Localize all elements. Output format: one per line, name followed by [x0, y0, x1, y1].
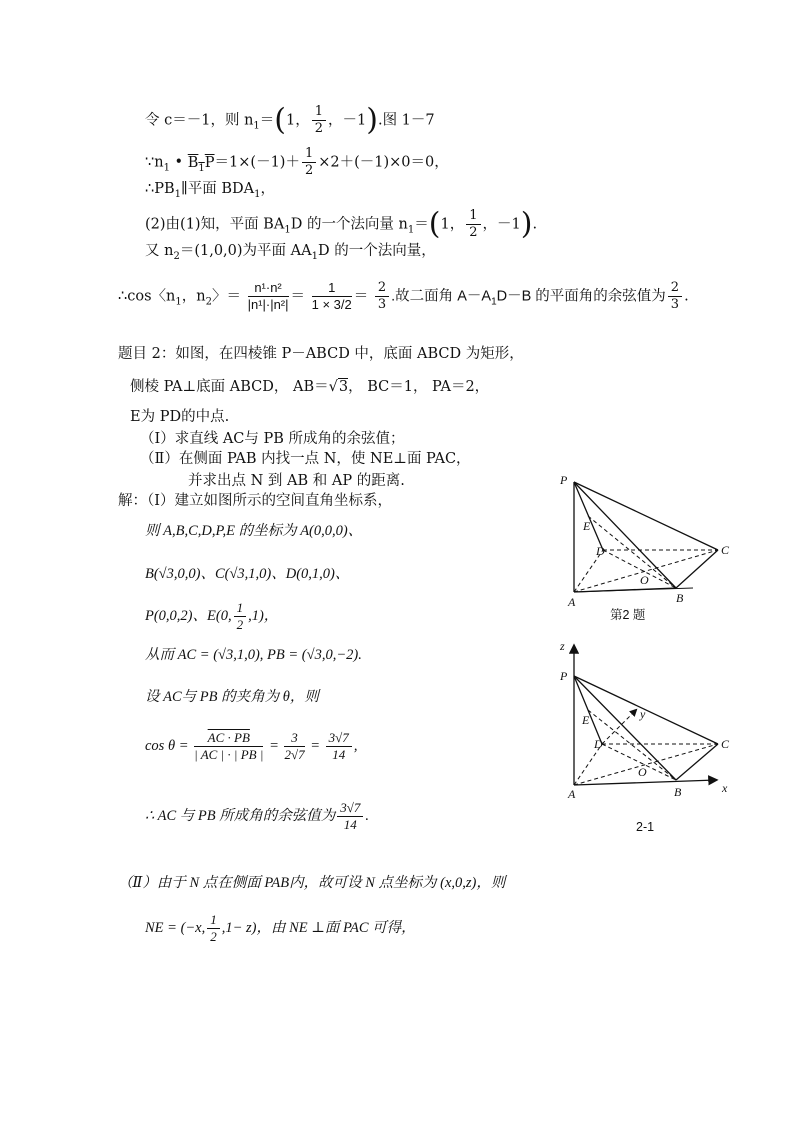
line-4: (2)由(1)知，平面 $BA_1D$ 的一个法向量 $n_1=(1$， $\frac{1}{2}$ ，－1).	[145, 206, 538, 242]
q2-heading: 题目 2：如图，在四棱锥 P－ABCD 中，底面 ABCD 为矩形，	[118, 346, 524, 362]
line-2: $\because n_1$ • $B_1P=1\times(-1)+$ $\frac{1}{2}$ ×2＋(－1)×0＝0，	[145, 146, 449, 178]
q2-line3: E为 PD的中点.	[130, 409, 230, 425]
angle-line: 设 AC与 PB 的夹角为 θ，则	[145, 689, 319, 705]
figure-2-caption: 2-1	[636, 820, 655, 834]
label-E-2: E	[582, 713, 590, 727]
q2-line2: 侧棱 PA⊥底面 ABCD， AB＝√3， BC＝1， PA＝2，	[130, 379, 490, 395]
line-1: 令 c＝－1，则 $n_1=(1$， $\frac{1}{2}$ ，－1).图 1－7	[145, 102, 435, 138]
label-B-2: B	[674, 785, 682, 799]
label-x: x	[722, 781, 728, 795]
vector-line: 从而 AC = (√3,1,0), PB = (√3,0,−2).	[145, 647, 362, 663]
label-O: O	[640, 573, 649, 587]
line-5: 又 $n_2=(1,0,0)$为平面 $AA_1D$ 的一个法向量，	[145, 243, 436, 262]
label-D-2: D	[594, 737, 603, 751]
q2-part-ii-2: 并求出点 N 到 AB 和 AP 的距离.	[188, 473, 405, 489]
label-C-2: C	[721, 737, 730, 751]
result-line: ∴ AC 与 PB 所成角的余弦值为 $\frac{3√7}{14}$ .	[145, 800, 369, 832]
fraction-half: $\frac{1}{2}$	[312, 104, 326, 137]
pyramid-figure-1	[558, 470, 738, 610]
pyramid-figure-2	[556, 640, 746, 800]
coord-line-2: B(√3,0,0)、C(√3,1,0)、D(0,1,0)、	[145, 566, 350, 582]
part-ii-line-1: （Ⅱ）由于 N 点在侧面 PAB内，故可设 N 点坐标为 (x,0,z)，则	[118, 875, 506, 891]
line-6: ∴cos〈$n_1$，$n_2$〉＝ $\frac{\text{n¹·n²}}{\text{|n¹|·|n²|}}$ ＝ $\frac{1}{1 \times 3/2}$ ＝ $\frac{2}{3}$ .故二面角 $A-A_1D-B$ 的平面角的余弦值为 $\frac{2}{3}$ .	[118, 280, 689, 312]
solution-heading: 解：（Ⅰ）建立如图所示的空间直角坐标系，	[118, 493, 392, 509]
line-3: $\therefore PB_1\parallel$平面 $BDA_1$，	[145, 181, 275, 200]
figure-1-caption: 第2 题	[610, 608, 646, 622]
label-P-2: P	[560, 669, 568, 683]
label-A-2: A	[568, 787, 576, 800]
label-D: D	[596, 544, 605, 558]
part-ii-line-2: NE = (−x, $\frac{1}{2}$ ,1− z)，由 NE ⊥面 PAC 可得，	[145, 912, 416, 944]
cos-formula: cos θ = $\frac{AC \cdot PB}{| AC | \cdot | PB |}$ = $\frac{3}{2√7}$ = $\frac{3√7}{14}$ ,	[145, 730, 358, 762]
q2-part-i: （Ⅰ）求直线 AC与 PB 所成角的余弦值；	[140, 431, 405, 447]
coord-line-1: 则 A,B,C,D,P,E 的坐标为 A(0,0,0)、	[145, 523, 363, 539]
label-y: y	[640, 707, 646, 721]
label-C: C	[721, 543, 730, 557]
label-E: E	[583, 519, 591, 533]
label-P: P	[560, 473, 568, 487]
q2-part-ii: （Ⅱ）在侧面 PAB 内找一点 N，使 NE⊥面 PAC，	[140, 451, 471, 467]
label-B: B	[676, 591, 684, 605]
coord-line-3: P(0,0,2)、E(0, $\frac{1}{2}$ ,1)，	[145, 600, 279, 632]
label-A: A	[568, 595, 576, 609]
label-z: z	[560, 640, 565, 653]
label-O-2: O	[638, 765, 647, 779]
